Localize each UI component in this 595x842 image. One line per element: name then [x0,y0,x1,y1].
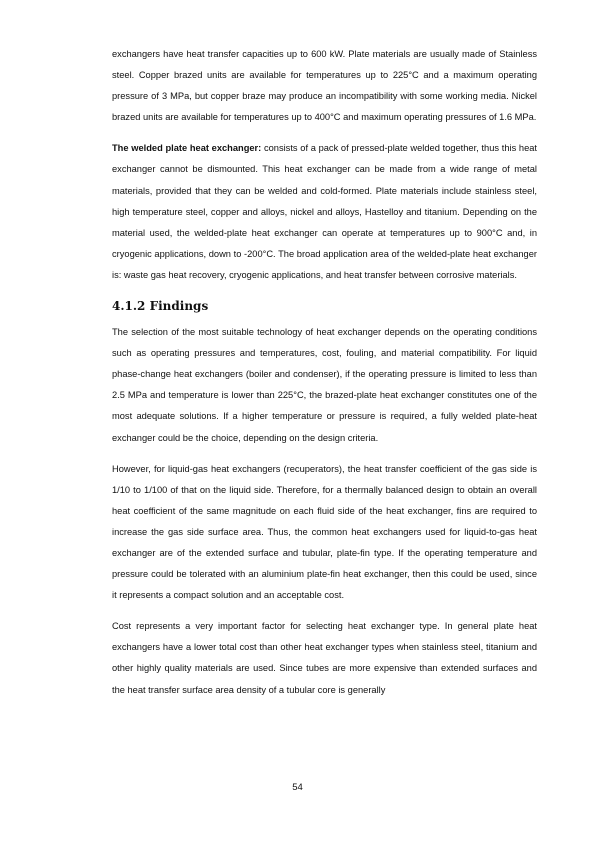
paragraph-text: consists of a pack of pressed-plate welded together, thus this heat exchanger cannot be dismounted. This heat exchanger can be made from a wide range of metal materials, provided that they can be welded and cold-formed. Plate materials include stainless steel, high temperature steel, copper and alloys, nickel and alloys, Hastelloy and titanium. Depending on the material used, the welded-plate heat exchanger can operate at temperatures up to 900°C and, in cryogenic applications, down to -200°C. The broad application area of the welded-plate heat exchanger is: waste gas heat recovery, cryogenic applications, and heat transfer between corrosive materials. [112,143,538,280]
paragraph-welded-plate [112,138,537,286]
paragraph-lead: The welded plate heat exchanger: [112,143,262,154]
paragraph-cost: Cost represents a very important factor for selecting heat exchanger type. In general plate heat exchangers have a lower total cost than other heat exchanger types when stainless steel, titanium and other highly quality materials are used. Since tubes are more expensive than extended surfaces and the heat transfer surface area density of a tubular core is generally [112,621,537,695]
section-heading: 4.1.2 Findings [112,299,209,314]
paragraph-selection: The selection of the most suitable technology of heat exchanger depends on the operating conditions such as operating pressures and temperatures, cost, fouling, and material compatibility. For liquid phase-change heat exchangers (boiler and condenser), if the operating pressure is limited to less than 2.5 MPa and temperature is lower than 225°C, the brazed-plate heat exchanger constitutes one of the most adequate solutions. If a higher temperature or pressure is required, a fully welded plate-heat exchanger could be the choice, depending on the design criteria. [112,327,537,443]
paragraph-text: exchangers have heat transfer capacities up to 600 kW. Plate materials are usually made of Stainless steel. Copper brazed units are available for temperatures up to 225°C and a maximum operating pressure of 3 MPa, but copper braze may produce an incompatibility with some working media. Nickel brazed units are available for temperatures up to 400°C and maximum operating pressures of 1.6 MPa. [112,49,537,123]
paragraph-plate-materials [112,44,537,128]
page-number: 54 [292,782,303,793]
paragraph-liquid-gas: However, for liquid-gas heat exchangers (recuperators), the heat transfer coefficient of the gas side is 1/10 to 1/100 of that on the liquid side. Therefore, for a thermally balanced design to obtain an overall heat coefficient of the same magnitude on each fluid side of the heat exchanger, fins are required to increase the gas side surface area. Thus, the common heat exchangers used for liquid-to-gas heat exchanger are of the extended surface and tubular, plate-fin type. If the operating temperature and pressure could be tolerated with an aluminium plate-fin heat exchanger, then this could be used, since it represents a compact solution and an acceptable cost. [112,463,537,601]
